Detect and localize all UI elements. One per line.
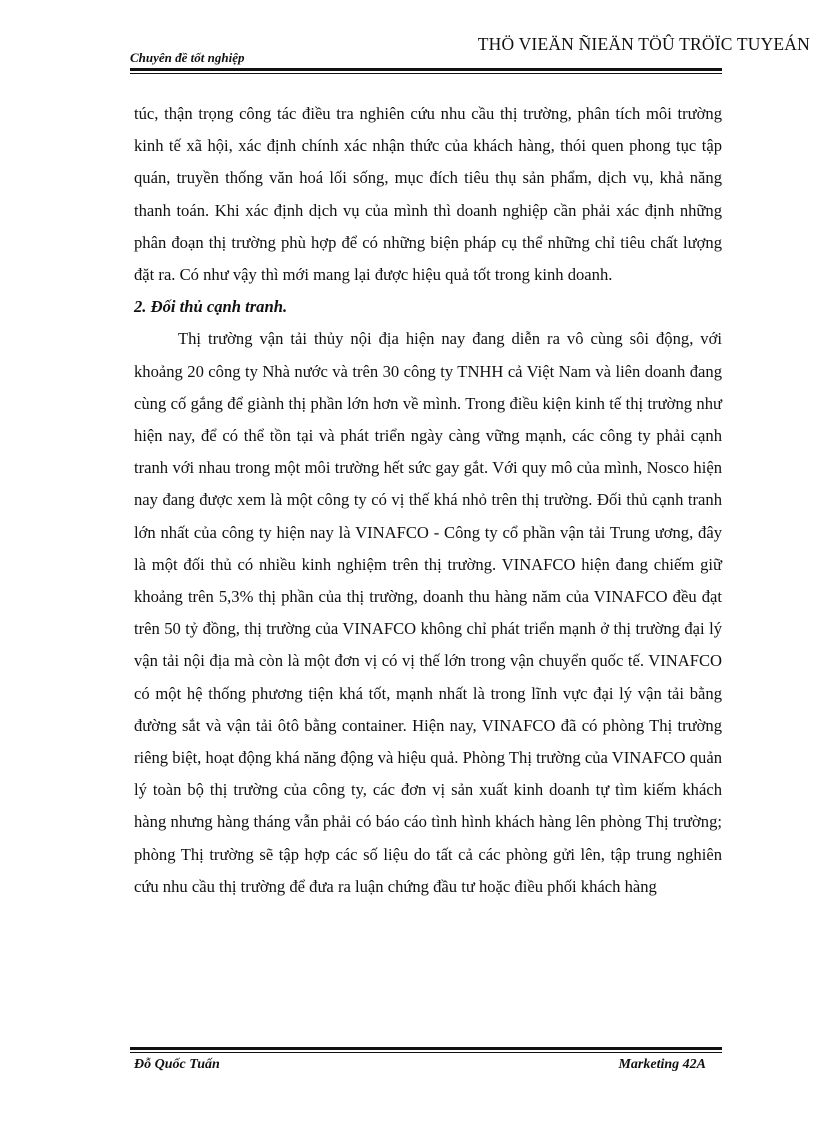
footer-divider-thin [130,1052,722,1053]
document-title: Chuyên đề tốt nghiệp [130,50,245,65]
library-banner: THÖ VIEÄN ÑIEÄN TÖÛ TRÖÏC TUYEÁN [477,34,810,54]
page-body [134,98,722,903]
class-name: Marketing 42A [618,1057,706,1072]
paragraph-continued: túc, thận trọng công tác điều tra nghiên cứu nhu cầu thị trường, phân tích môi trường kinh tế xã hội, xác định chính xác nhận thức của khách hàng, thói quen phong tục tập quán, truyền thống văn hoá lối sống, mục đích tiêu thụ sản phẩm, dịch vụ, khả năng thanh toán. Khi xác định dịch vụ của mình thì doanh nghiệp cần phải xác định những phân đoạn thị trường phù hợp để có những biện pháp cụ thể những chỉ tiêu chất lượng đặt ra. Có như vậy thì mới mang lại được hiệu quả tốt trong kinh doanh. [134,104,722,285]
section-heading: 2. Đối thủ cạnh tranh. [134,297,288,317]
author-name: Đỗ Quốc Tuấn [134,1057,220,1072]
header-divider-thin [130,73,722,74]
footer-divider [130,1047,722,1050]
paragraph-competitors: Thị trường vận tải thủy nội địa hiện nay đang diễn ra vô cùng sôi động, với khoảng 20 công ty Nhà nước và trên 30 công ty TNHH cả Việt Nam và liên doanh đang cùng cố gắng để giành thị phần lớn hơn về mình. Trong điều kiện kinh tế thị trường như hiện nay, để có thể tồn tại và phát triển ngày càng vững mạnh, các công ty phải cạnh tranh với nhau trong một môi trường hết sức gay gắt. Với quy mô của mình, Nosco hiện nay đang được xem là một công ty có vị thế khá nhỏ trên thị trường. Đối thủ cạnh tranh lớn nhất của công ty hiện nay là VINAFCO - Công ty cổ phần vận tải Trung ương, đây là một đối thủ có nhiều kinh nghiệm trên thị trường. VINAFCO hiện đang chiếm giữ khoảng trên 5,3% thị phần của thị trường, doanh thu hàng năm của VINAFCO đều đạt trên 50 tỷ đồng, thị trường của VINAFCO không chỉ phát triển mạnh ở thị trường đại lý vận tải nội địa mà còn là một đơn vị có vị thế lớn trong vận chuyển quốc tế. VINAFCO có một hệ thống phương tiện khá tốt, mạnh nhất là trong lĩnh vực đại lý vận tải bằng đường sắt và vận tải ôtô bằng container. Hiện nay, VINAFCO đã có phòng Thị trường riêng biệt, hoạt động khá năng động và hiệu quả. Phòng Thị trường của VINAFCO quản lý toàn bộ thị trường của công ty, các đơn vị sản xuất kinh doanh tự tìm kiếm khách hàng nhưng hàng tháng vẫn phải có báo cáo tình hình khách hàng lên phòng Thị trường; phòng Thị trường sẽ tập hợp các số liệu do tất cả các phòng gửi lên, tập trung nghiên cứu nhu cầu thị trường để đưa ra luận chứng đầu tư hoặc điều phối khách hàng [134,329,722,896]
page-header [130,30,816,70]
header-divider [130,68,722,71]
